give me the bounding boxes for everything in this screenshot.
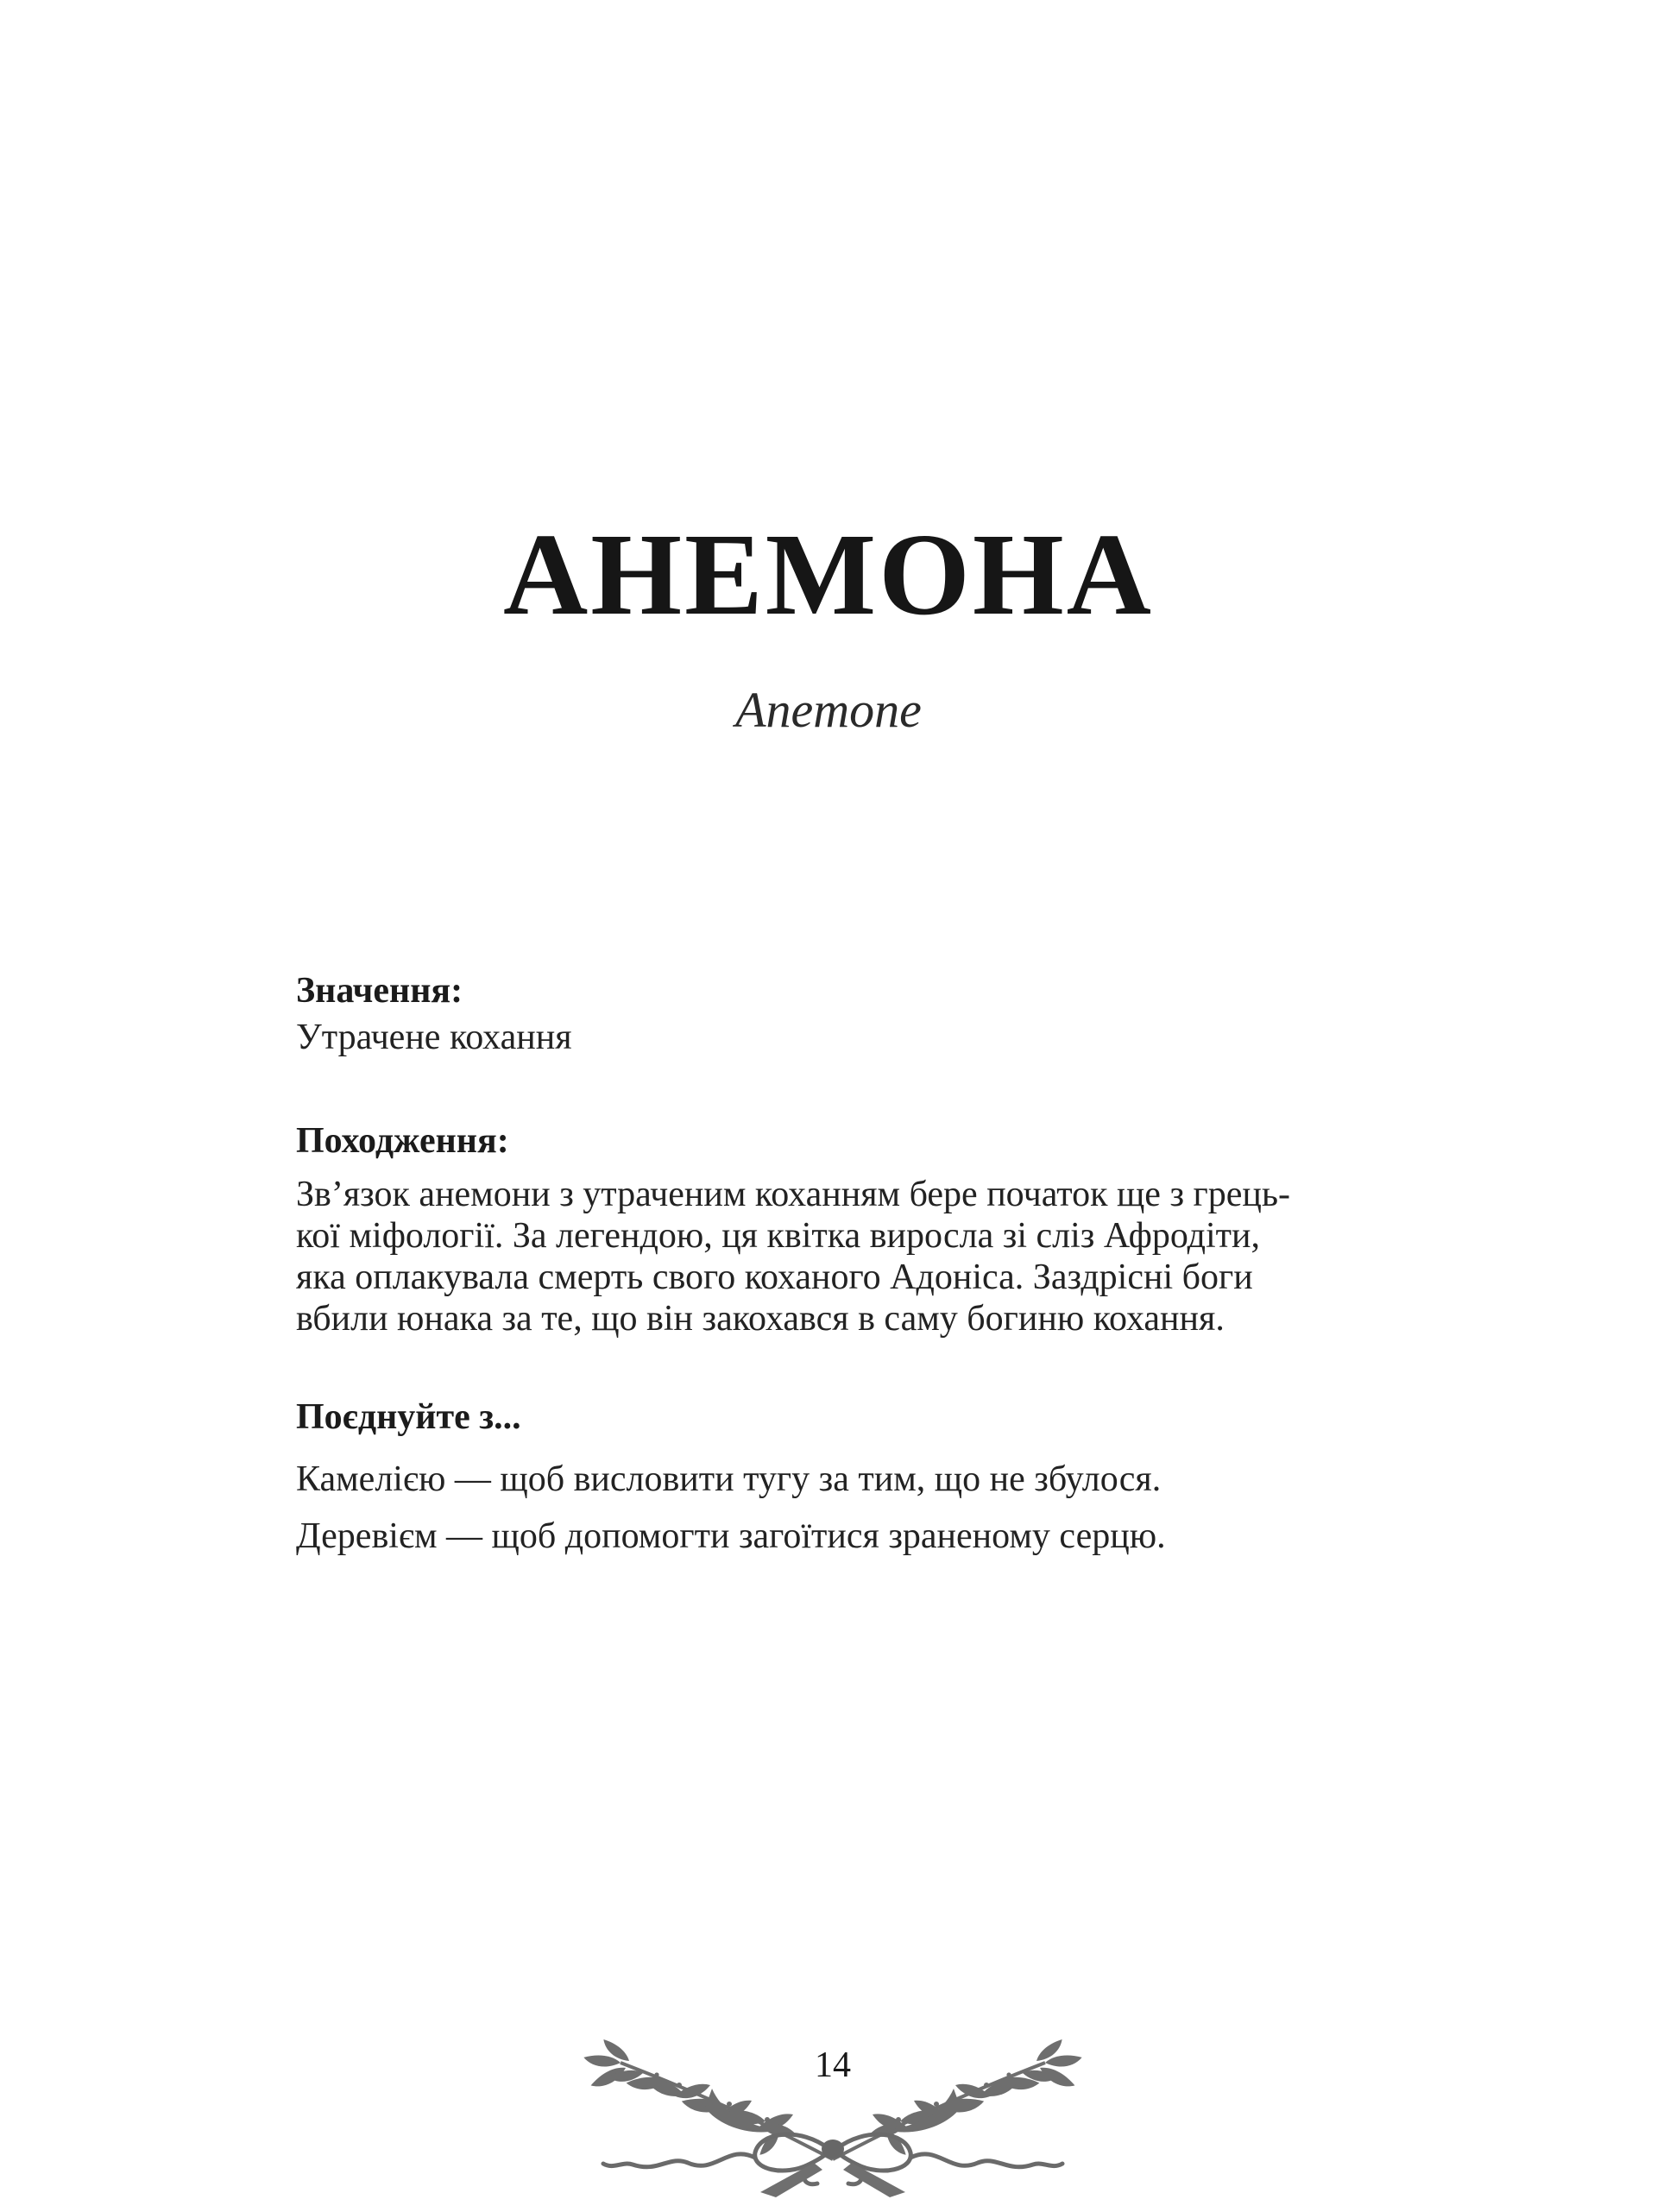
paragraph-line: кої міфології. За легендою, ця квітка виросла зі сліз Афродіти, — [296, 1216, 1260, 1256]
section-meaning-text: Утрачене кохання — [296, 1018, 572, 1057]
page-number: 14 — [815, 2045, 851, 2085]
paragraph-line: вбили юнака за те, що він закохався в саму богиню кохання. — [296, 1299, 1225, 1339]
section-origin-heading: Походження: — [296, 1121, 509, 1161]
section-origin-paragraph — [296, 1174, 1375, 1339]
paragraph-line: яка оплакувала смерть свого коханого Адоніса. Заздрісні боги — [296, 1257, 1253, 1297]
paragraph-line: Зв’язок анемони з утраченим коханням бере початок ще з грець- — [296, 1175, 1291, 1214]
page-title: АНЕМОНА — [503, 510, 1154, 640]
section-meaning-heading: Значення: — [296, 971, 463, 1011]
section-pair-with-camellia-line: Камелією — щоб висловити тугу за тим, що не збулося. — [296, 1459, 1162, 1499]
section-pair-with-yarrow-line: Деревієм — щоб допомогти загоїтися зраненому серцю. — [296, 1516, 1166, 1556]
section-pair-with-heading: Поєднуйте з... — [296, 1397, 521, 1437]
page-subtitle-latin: Anemone — [735, 682, 922, 738]
